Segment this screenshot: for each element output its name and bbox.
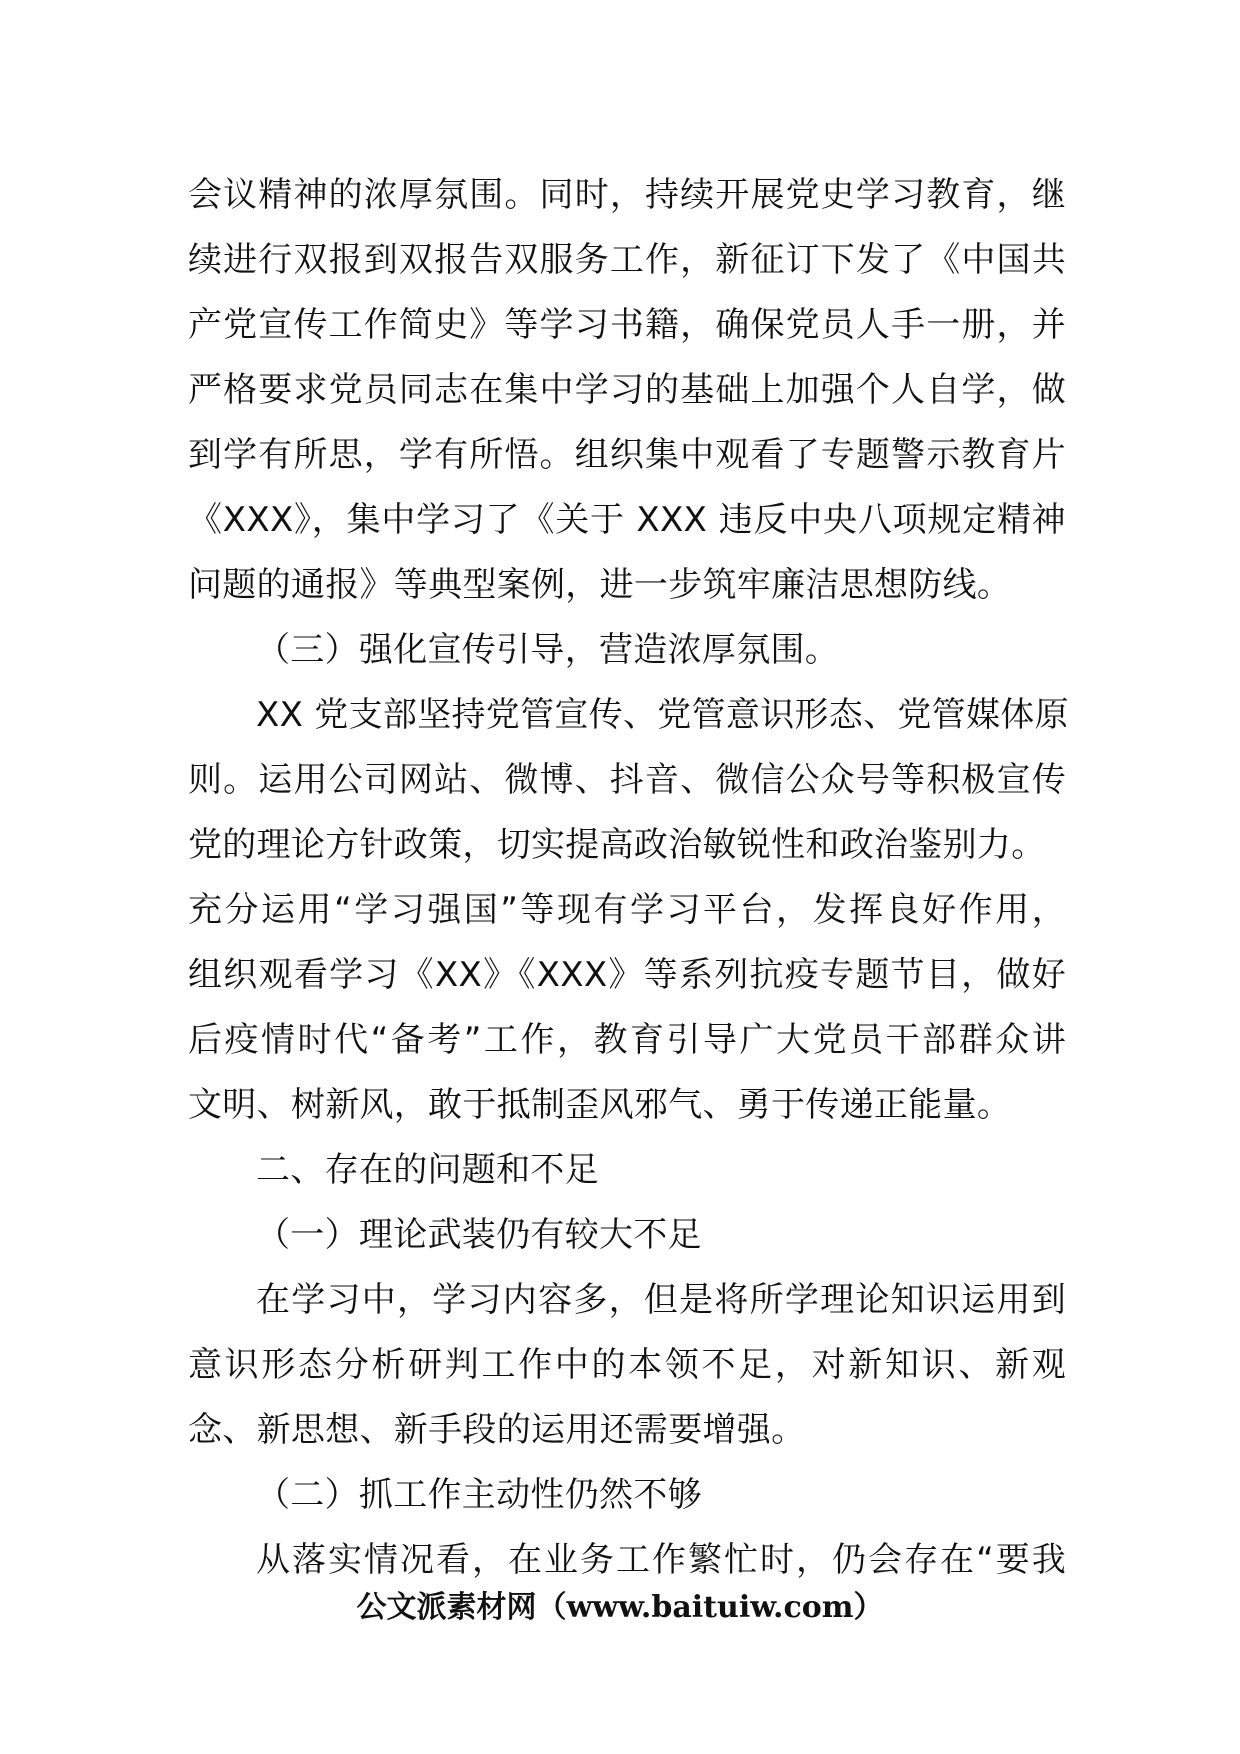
text-line: 在学习中，学习内容多，但是将所学理论知识运用到: [256, 1280, 1066, 1320]
text-line: 组织观看学习《XX》《XXX》等系列抗疫专题节目，做好: [188, 955, 1066, 995]
section-heading: （二）抓工作主动性仍然不够: [256, 1475, 702, 1515]
text-line: 后疫情时代“备考”工作，教育引导广大党员干部群众讲: [188, 1020, 1066, 1060]
chapter-heading: 二、存在的问题和不足: [256, 1150, 599, 1190]
section-heading: （一）理论武装仍有较大不足: [256, 1215, 702, 1255]
text-line: XX 党支部坚持党管宣传、党管意识形态、党管媒体原: [256, 695, 1069, 735]
text-line: 产党宣传工作简史》等学习书籍，确保党员人手一册，并: [188, 305, 1066, 345]
text-line: 文明、树新风，敢于抵制歪风邪气、勇于传递正能量。: [188, 1085, 1012, 1125]
source-footer: 公文派素材网（www.baituiw.com）: [356, 1590, 884, 1625]
section-heading: （三）强化宣传引导，营造浓厚氛围。: [256, 630, 840, 670]
text-line: 党的理论方针政策，切实提高政治敏锐性和政治鉴别力。: [188, 825, 1046, 865]
text-line: 严格要求党员同志在集中学习的基础上加强个人自学，做: [188, 370, 1066, 410]
text-line: 念、新思想、新手段的运用还需要增强。: [188, 1410, 806, 1450]
text-line: 《XXX》，集中学习了《关于 XXX 违反中央八项规定精神: [188, 500, 1066, 540]
text-line: 到学有所思，学有所悟。组织集中观看了专题警示教育片: [188, 435, 1066, 475]
text-line: 充分运用“学习强国”等现有学习平台，发挥良好作用，: [188, 890, 1066, 930]
text-line: 问题的通报》等典型案例，进一步筑牢廉洁思想防线。: [188, 565, 1012, 605]
text-line: 意识形态分析研判工作中的本领不足，对新知识、新观: [188, 1345, 1066, 1385]
document-body: [188, 163, 1069, 1593]
text-line: 从落实情况看，在业务工作繁忙时，仍会存在“要我: [256, 1540, 1066, 1580]
text-line: 会议精神的浓厚氛围。同时，持续开展党史学习教育，继: [188, 175, 1066, 215]
text-line: 则。运用公司网站、微博、抖音、微信公众号等积极宣传: [188, 760, 1066, 800]
text-line: 续进行双报到双报告双服务工作，新征订下发了《中国共: [188, 240, 1066, 280]
